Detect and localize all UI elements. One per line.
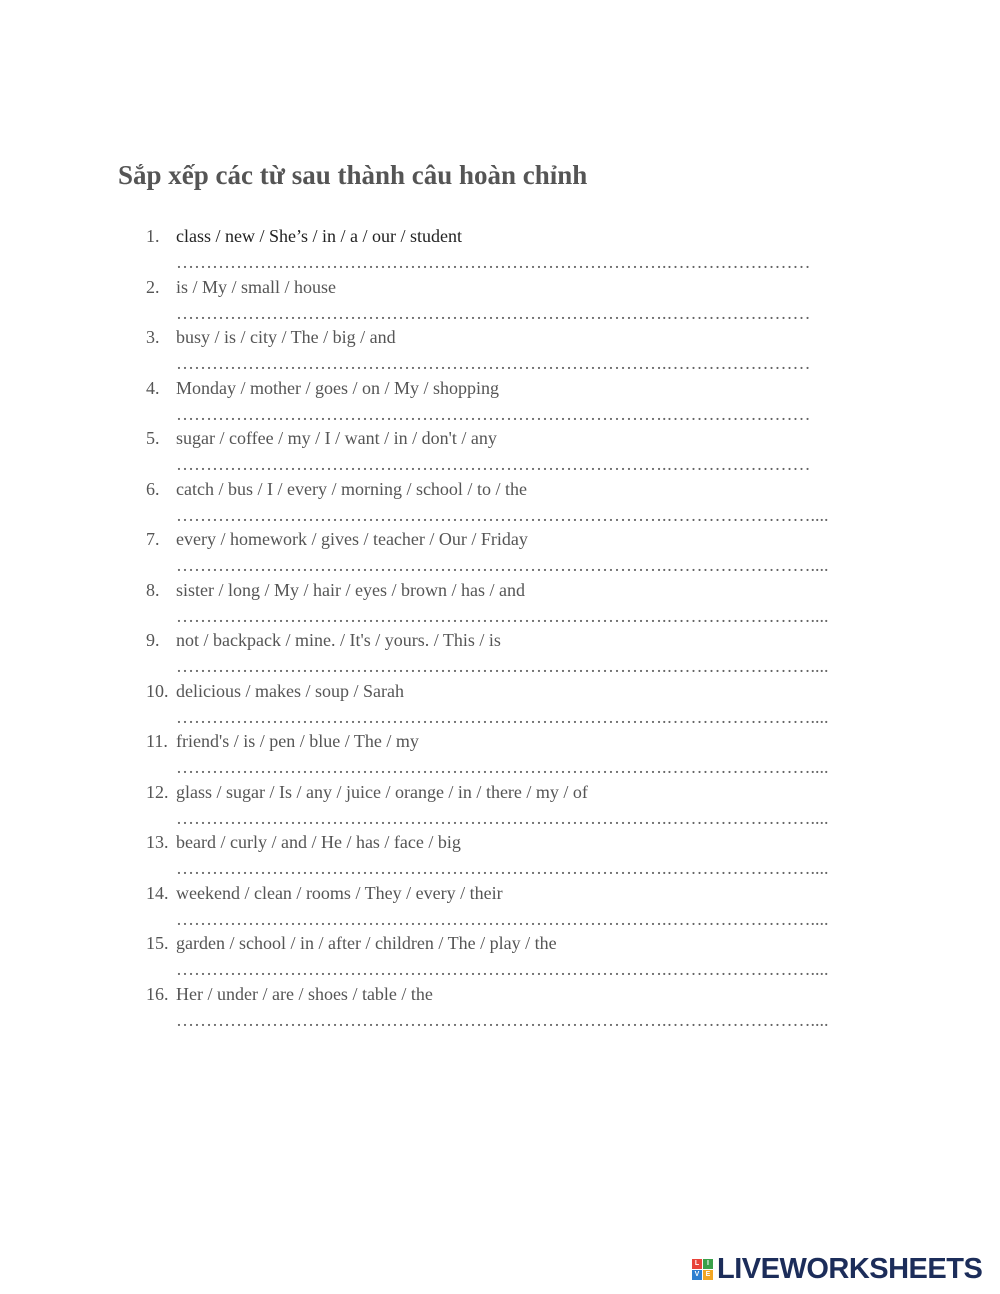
exercise-item bbox=[146, 426, 876, 477]
answer-line[interactable]: ……………………………………………………………………….…………………….... bbox=[176, 858, 829, 878]
answer-line[interactable]: ……………………………………………………………………….…………………… bbox=[176, 353, 811, 373]
answer-line[interactable]: ……………………………………………………………………….…………………….... bbox=[176, 908, 829, 929]
item-words: Monday / mother / goes / on / My / shopping bbox=[176, 377, 499, 398]
answer-line[interactable]: ……………………………………………………………………….…………………… bbox=[176, 302, 811, 323]
item-words: is / My / small / house bbox=[176, 276, 337, 297]
exercise-item bbox=[146, 527, 876, 578]
exercise-item bbox=[146, 578, 876, 629]
item-words: not / backpack / mine. / It's / yours. / This / is bbox=[176, 630, 501, 650]
answer-line[interactable]: ……………………………………………………………………….…………………… bbox=[176, 454, 811, 474]
answer-line[interactable]: ……………………………………………………………………….…………………….... bbox=[176, 656, 829, 676]
liveworksheets-logo bbox=[692, 1253, 982, 1285]
exercise-item bbox=[146, 477, 876, 528]
item-number: 1. bbox=[146, 226, 160, 246]
item-words: every / homework / gives / teacher / Our / Friday bbox=[176, 529, 528, 549]
item-words: Her / under / are / shoes / table / the bbox=[176, 983, 433, 1004]
item-number: 12. bbox=[146, 781, 169, 802]
logo-block: L bbox=[692, 1259, 702, 1269]
item-number: 6. bbox=[146, 478, 160, 499]
exercise-item bbox=[146, 881, 876, 932]
item-words: sugar / coffee / my / I / want / in / don't / any bbox=[176, 428, 497, 448]
exercise-item bbox=[146, 275, 876, 326]
exercise-item bbox=[146, 931, 876, 982]
exercise-item bbox=[146, 729, 876, 780]
answer-line[interactable]: ……………………………………………………………………….…………………….... bbox=[176, 555, 829, 575]
item-words: weekend / clean / rooms / They / every / their bbox=[176, 882, 503, 903]
item-number: 3. bbox=[146, 327, 160, 347]
exercise-item bbox=[146, 679, 876, 730]
exercise-item bbox=[146, 830, 876, 881]
item-number: 5. bbox=[146, 428, 160, 448]
answer-line[interactable]: ……………………………………………………………………….…………………….... bbox=[176, 757, 829, 777]
page-title: Sắp xếp các từ sau thành câu hoàn chỉnh bbox=[118, 160, 588, 190]
answer-line[interactable]: ……………………………………………………………………….…………………….... bbox=[176, 504, 829, 525]
item-number: 9. bbox=[146, 630, 160, 650]
exercise-list bbox=[146, 224, 876, 1032]
item-number: 2. bbox=[146, 276, 160, 297]
item-number: 16. bbox=[146, 983, 169, 1004]
item-words: delicious / makes / soup / Sarah bbox=[176, 680, 404, 701]
exercise-item bbox=[146, 325, 876, 376]
item-number: 11. bbox=[146, 731, 168, 751]
item-number: 13. bbox=[146, 832, 169, 852]
item-number: 7. bbox=[146, 529, 160, 549]
item-words: catch / bus / I / every / morning / school / to / the bbox=[176, 478, 527, 499]
item-number: 8. bbox=[146, 579, 160, 600]
item-number: 14. bbox=[146, 882, 169, 903]
answer-line[interactable]: ……………………………………………………………………….…………………….... bbox=[176, 605, 829, 626]
answer-line[interactable]: ……………………………………………………………………….…………………….... bbox=[176, 959, 829, 979]
exercise-item bbox=[146, 780, 876, 831]
answer-line[interactable]: ……………………………………………………………………….…………………….... bbox=[176, 1009, 829, 1030]
answer-line[interactable]: ……………………………………………………………………….…………………….... bbox=[176, 706, 829, 727]
logo-block: E bbox=[703, 1270, 713, 1280]
item-number: 10. bbox=[146, 680, 169, 701]
exercise-item bbox=[146, 982, 876, 1033]
answer-line[interactable]: ……………………………………………………………………….…………………….... bbox=[176, 807, 829, 828]
item-words: friend's / is / pen / blue / The / my bbox=[176, 731, 419, 751]
item-number: 4. bbox=[146, 377, 160, 398]
item-words: glass / sugar / Is / any / juice / orange / in / there / my / of bbox=[176, 781, 588, 802]
answer-line[interactable]: ……………………………………………………………………….…………………… bbox=[176, 252, 811, 272]
exercise-item bbox=[146, 224, 876, 275]
logo-text: LIVEWORKSHEETS bbox=[717, 1252, 983, 1285]
item-words: beard / curly / and / He / has / face / big bbox=[176, 832, 461, 852]
item-words: sister / long / My / hair / eyes / brown / has / and bbox=[176, 579, 525, 600]
item-number: 15. bbox=[146, 933, 169, 953]
exercise-item bbox=[146, 376, 876, 427]
logo-block: I bbox=[703, 1259, 713, 1269]
logo-block: V bbox=[692, 1270, 702, 1280]
logo-blocks-icon bbox=[692, 1259, 713, 1280]
answer-line[interactable]: ……………………………………………………………………….…………………… bbox=[176, 403, 811, 424]
item-words: class / new / She’s / in / a / our / student bbox=[176, 226, 462, 246]
item-words: busy / is / city / The / big / and bbox=[176, 327, 396, 347]
item-words: garden / school / in / after / children / The / play / the bbox=[176, 933, 557, 953]
exercise-item bbox=[146, 628, 876, 679]
